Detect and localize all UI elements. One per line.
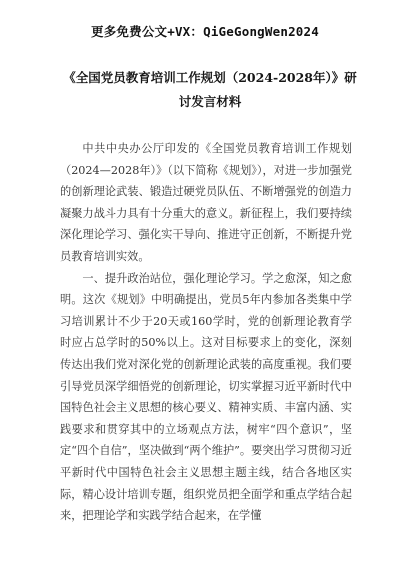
paragraph-section-one: 一、提升政治站位，强化理论学习。学之愈深，知之愈明。这次《规划》中明确提出，党员5年内参加各类集中学习培训累计不少于20天或160学时，党的创新理论教育学时应占总学时的50%以上。这对目标要求上的变化，深刻传达出我们党对深化党的创新理论武装的高度重视。我们要引导党员深学细悟党的创新理论，切实掌握习近平新时代中国特色社会主义思想的核心要义、精神实质、丰富内涵、实践要求和贯穿其中的立场观点方法，树牢“四个意识”，坚定“四个自信”，坚决做到“两个维护”。要突出学习贯彻习近平新时代中国特色社会主义思想主题主线，结合各地区实际，精心设计培训专题，组织党员把全面学和重点学结合起来，把理论学和实践学结合起来，在学懂 — [60, 271, 352, 523]
document-title: 《全国党员教育培训工作规划（2024-2028年）》研讨发言材料 — [63, 70, 357, 109]
promo-header: 更多免费公文+VX：QiGeGongWen2024 — [91, 24, 319, 39]
paragraph-intro: 中共中央办公厅印发的《全国党员教育培训工作规划（2024—2028年）》（以下简称《规划》），对进一步加强党的创新理论武装、锻造过硬党员队伍、不断增强党的创造力凝聚力战斗力具有十分重大的意义。新征程上，我们要持续深化理论学习、强化实干导向、推进守正创新，不断提升党员教育培训实效。 — [60, 142, 352, 263]
document-body — [60, 138, 352, 527]
